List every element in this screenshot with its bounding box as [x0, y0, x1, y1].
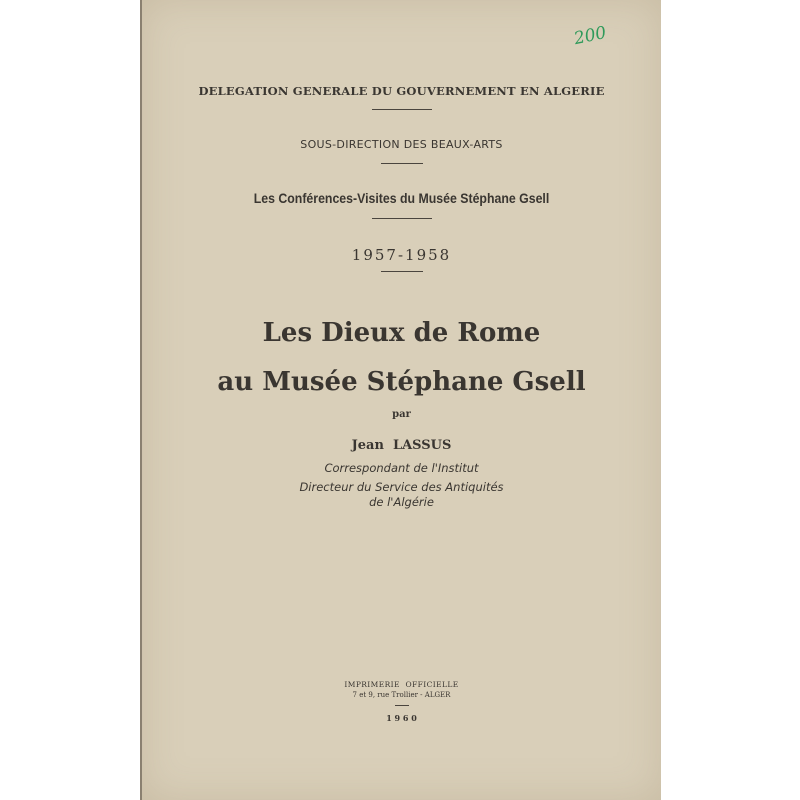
title-line-1: Les Dieux de Rome: [262, 318, 541, 348]
by-label: par: [392, 409, 411, 420]
series-heading: Les Conférences-Visites du Musée Stéphane Gsell: [253, 190, 550, 206]
delegation-heading: DELEGATION GENERALE DU GOUVERNEMENT EN ALGERIE: [198, 84, 605, 98]
divider: [372, 109, 432, 110]
printer-name: IMPRIMERIE OFFICIELLE: [344, 680, 459, 689]
publication-year: 1 9 6 0: [386, 713, 417, 723]
author-role-3: de l'Algérie: [369, 495, 434, 509]
author-role-1: Correspondant de l'Institut: [324, 461, 479, 475]
divider: [395, 705, 409, 706]
sous-direction-heading: SOUS-DIRECTION DES BEAUX-ARTS: [300, 138, 503, 151]
author-role-2: Directeur du Service des Antiquités: [299, 480, 504, 494]
document-cover: [140, 0, 661, 800]
handwritten-note: 200: [572, 22, 609, 50]
divider: [381, 271, 423, 272]
printer-address: 7 et 9, rue Trollier - ALGER: [352, 691, 451, 699]
divider: [372, 218, 432, 219]
title-line-2: au Musée Stéphane Gsell: [217, 367, 586, 397]
divider: [381, 163, 423, 164]
years: 1957-1958: [351, 246, 452, 264]
author-name: Jean LASSUS: [351, 438, 452, 453]
